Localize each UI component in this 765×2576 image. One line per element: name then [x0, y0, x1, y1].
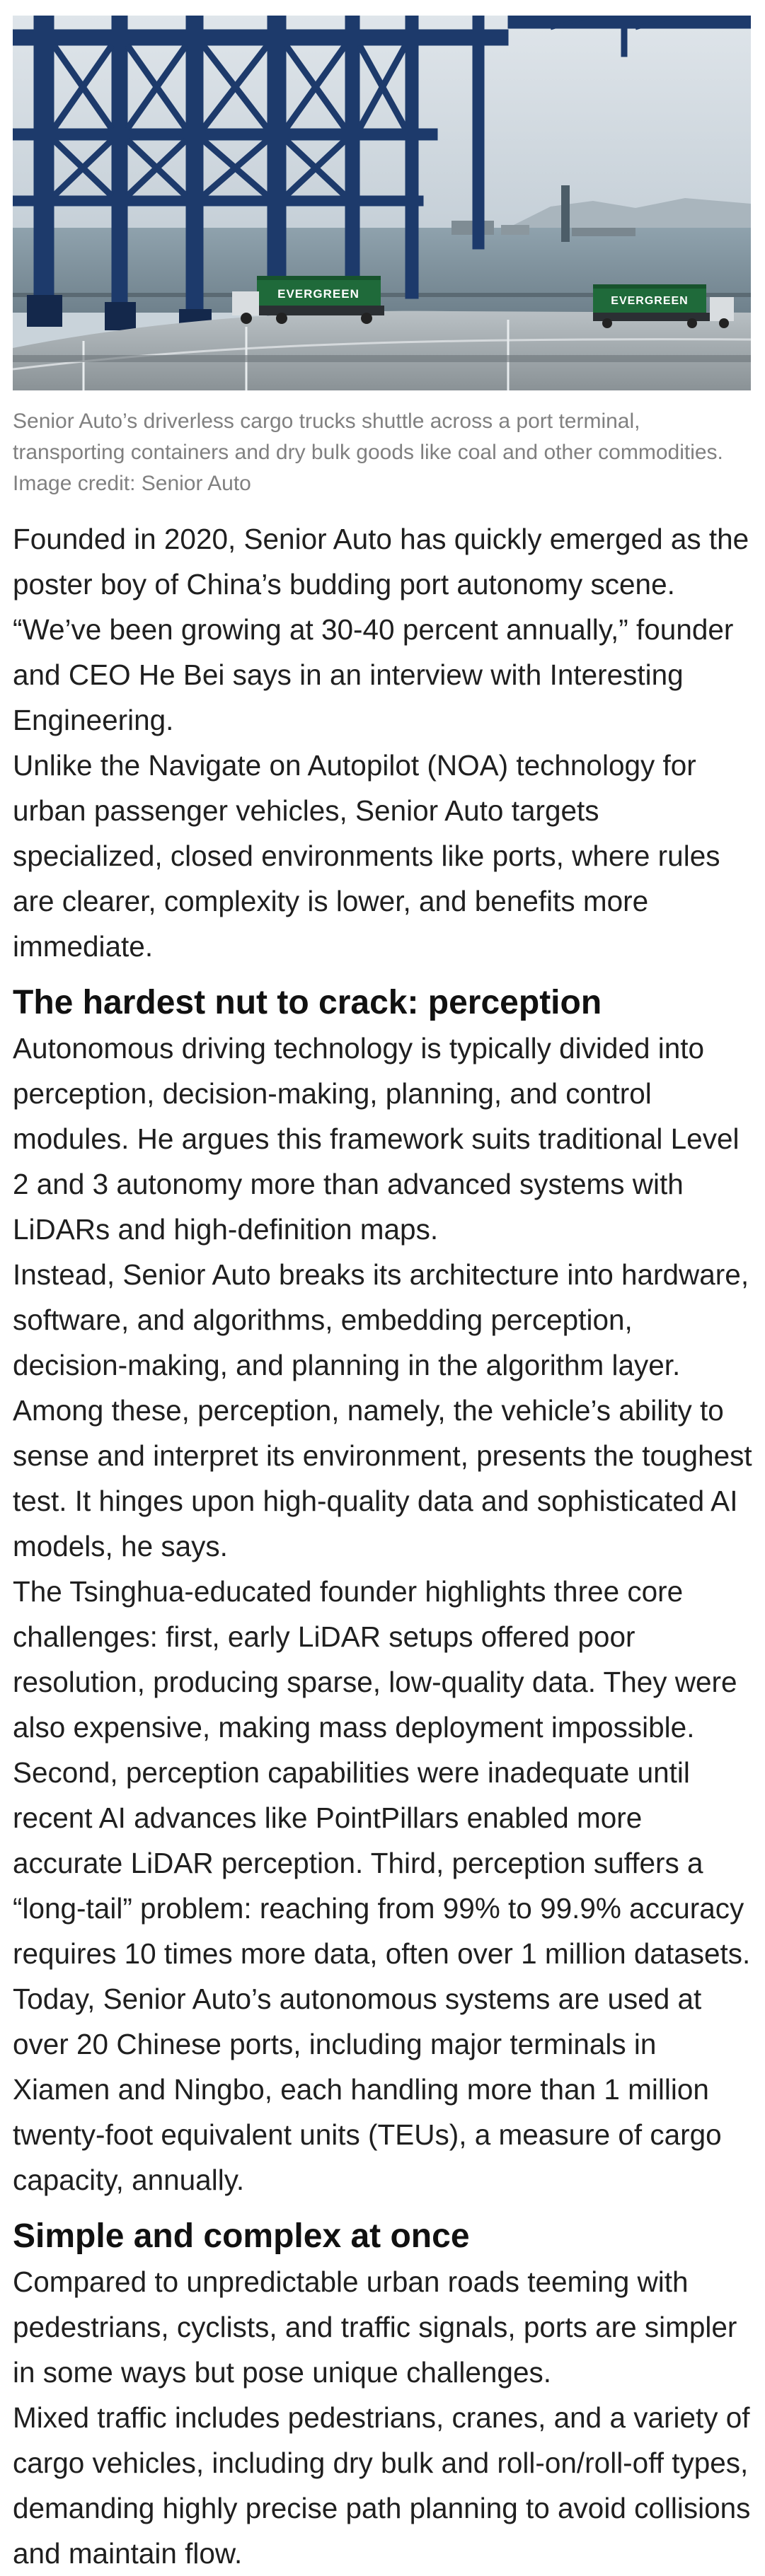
truck-right-sign: EVERGREEN [611, 295, 689, 307]
paragraph-challenges: The Tsinghua-educated founder highlights three core challenges: first, early LiDAR setups offered poor resolution, producing sparse, low-quality data. They were also expensive, making mass deployment impossible. [13, 1575, 737, 1744]
paragraph-perception-test: Among these, perception, namely, the vehicle’s ability to sense and interpret its environment, presents the toughest test. It hinges upon high-quality data and sophisticated AI models, he says. [13, 1394, 752, 1562]
hero-photo [13, 16, 751, 390]
truck-left-sign: EVERGREEN [277, 287, 360, 301]
paragraph-ports: Today, Senior Auto’s autonomous systems are used at over 20 Chinese ports, including major terminals in Xiamen and Ningbo, each handling more than 1 million twenty-foot equivalent units (TEUs), a measure of cargo capacity, annually. [13, 1983, 722, 2196]
article [13, 16, 752, 2576]
paragraph-founding: Founded in 2020, Senior Auto has quickly emerged as the poster boy of China’s budding port autonomy scene. “We’ve been growing at 30-40 percent annually,” founder and CEO He Bei says in an interview with Interesting Engineering. [13, 523, 749, 736]
section-heading-perception: The hardest nut to crack: perception [13, 984, 602, 1021]
paragraph-architecture: Instead, Senior Auto breaks its architecture into hardware, software, and algorithms, embedding perception, decision-making, and planning in the algorithm layer. [13, 1258, 749, 1381]
paragraph-modules: Autonomous driving technology is typically divided into perception, decision-making, planning, and control modules. He argues this framework suits traditional Level 2 and 3 autonomy more than advanced systems with LiDARs and high-definition maps. [13, 1032, 740, 1246]
image-caption: Senior Auto’s driverless cargo trucks shuttle across a port terminal, transporting containers and dry bulk goods like coal and other commodities. Image credit: Senior Auto [13, 410, 723, 495]
paragraph-noa: Unlike the Navigate on Autopilot (NOA) technology for urban passenger vehicles, Senior Auto targets specialized, closed environments like ports, where rules are clearer, complexity is lower, and benefits more immediate. [13, 749, 720, 963]
section-heading-simple-complex: Simple and complex at once [13, 2217, 470, 2255]
article-body [13, 516, 752, 2576]
paragraph-urban-vs-ports: Compared to unpredictable urban roads teeming with pedestrians, cyclists, and traffic signals, ports are simpler in some ways but pose unique challenges. [13, 2265, 737, 2389]
hero-figure [13, 16, 751, 390]
paragraph-mixed-traffic: Mixed traffic includes pedestrians, cranes, and a variety of cargo vehicles, including dry bulk and roll-on/roll-off types, demanding highly precise path planning to avoid collisions and maintain flow. [13, 2401, 751, 2570]
paragraph-long-tail: Second, perception capabilities were inadequate until recent AI advances like PointPillars enabled more accurate LiDAR perception. Third, perception suffers a “long-tail” problem: reaching from 99% to 99.9% accuracy requires 10 times more data, often over 1 million datasets. [13, 1756, 751, 1970]
